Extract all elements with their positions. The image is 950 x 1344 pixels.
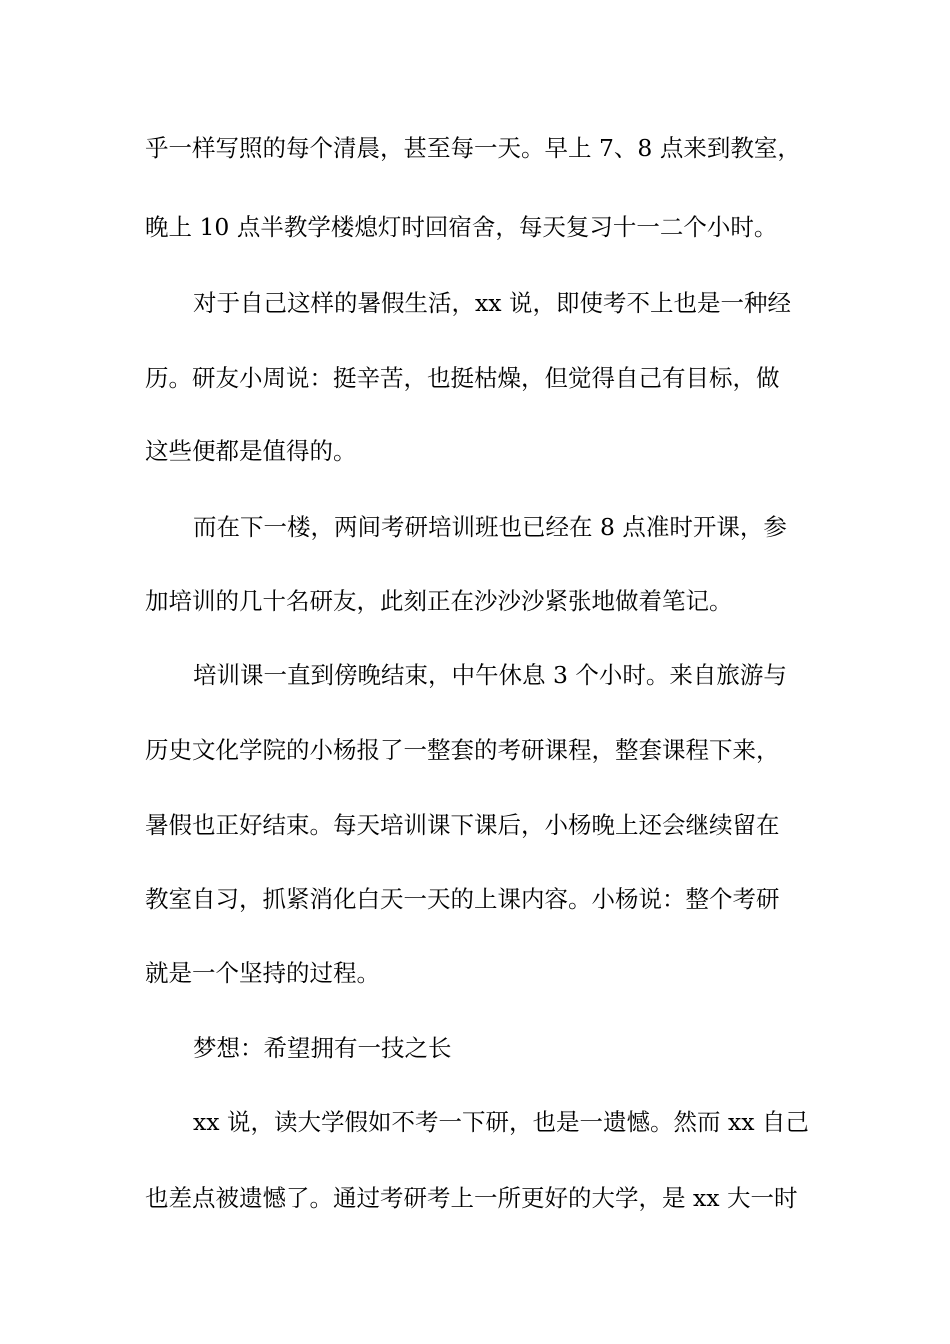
paragraph-start-line: 而在下一楼，两间考研培训班也已经在 8 点准时开课，参 (193, 513, 787, 541)
paragraph-start-line: xx 说，读大学假如不考一下研，也是一遗憾。然而 xx 自己 (193, 1108, 809, 1136)
text-line: 也差点被遗憾了。通过考研考上一所更好的大学，是 xx 大一时 (145, 1184, 798, 1212)
text-line: 这些便都是值得的。 (145, 437, 357, 465)
text-line: 历。研友小周说：挺辛苦，也挺枯燥，但觉得自己有目标，做 (145, 364, 780, 392)
text-line: 教室自习，抓紧消化白天一天的上课内容。小杨说：整个考研 (145, 885, 780, 913)
text-line: 晚上 10 点半教学楼熄灯时回宿舍，每天复习十一二个小时。 (145, 213, 778, 241)
text-line: 暑假也正好结束。每天培训课下课后，小杨晚上还会继续留在 (145, 811, 780, 839)
text-line: 加培训的几十名研友，此刻正在沙沙沙紧张地做着笔记。 (145, 587, 733, 615)
text-line: 乎一样写照的每个清晨，甚至每一天。早上 7、8 点来到教室， (145, 134, 801, 162)
text-line: 就是一个坚持的过程。 (145, 959, 380, 987)
text-line: 历史文化学院的小杨报了一整套的考研课程，整套课程下来， (145, 736, 780, 764)
paragraph-start-line: 对于自己这样的暑假生活，xx 说，即使考不上也是一种经 (193, 289, 791, 317)
paragraph-start-line: 培训课一直到傍晚结束，中午休息 3 个小时。来自旅游与 (193, 661, 787, 689)
section-heading: 梦想：希望拥有一技之长 (193, 1034, 452, 1062)
